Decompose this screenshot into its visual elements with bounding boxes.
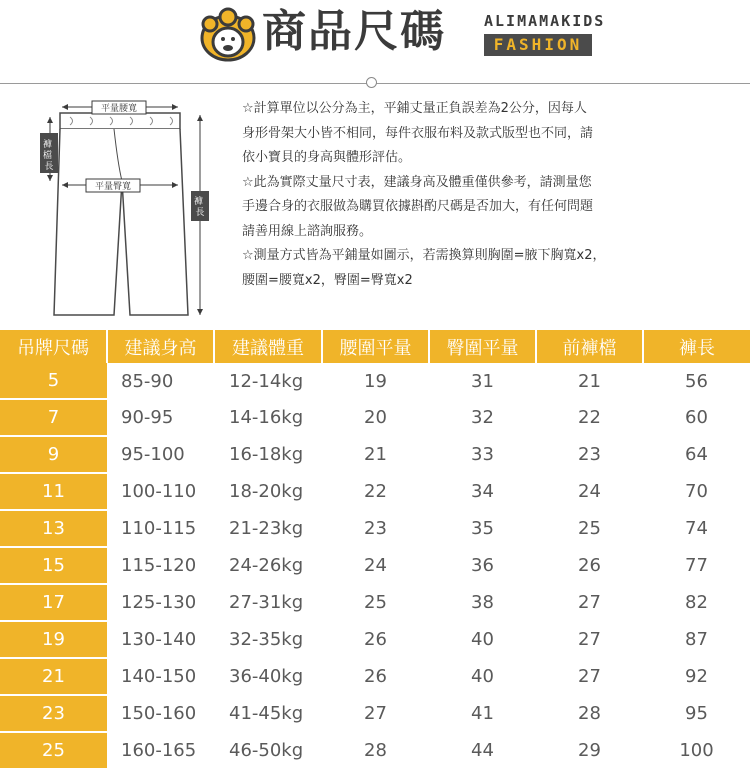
table-body — [0, 363, 750, 769]
note-line: ☆測量方式皆為平鋪量如圖示，若需換算則胸圍=腋下胸寬x2， — [242, 248, 606, 263]
table-cell: 22 — [578, 407, 601, 428]
table-row — [0, 547, 750, 584]
hip-label: 平量臀寬 — [94, 182, 132, 192]
table-cell: 25 — [364, 592, 387, 613]
size-cell: 11 — [0, 473, 107, 510]
table-row — [0, 584, 750, 621]
column-header: 腰圍平量 — [322, 330, 429, 363]
brand-tagline: FASHION — [484, 34, 592, 56]
sheep-logo-icon — [196, 6, 260, 66]
table-cell: 150-160 — [121, 703, 197, 724]
table-cell: 60 — [685, 407, 708, 428]
table-cell: 85-90 — [121, 370, 174, 392]
table-cell: 26 — [578, 555, 601, 576]
table-cell: 23 — [578, 444, 601, 465]
table-cell: 23 — [364, 518, 387, 539]
table-cell: 36-40kg — [229, 666, 304, 687]
table-cell: 14-16kg — [229, 407, 304, 428]
table-cell: 27 — [578, 666, 601, 687]
table-cell: 20 — [364, 407, 387, 428]
table-cell: 18-20kg — [229, 481, 304, 502]
size-cell: 5 — [0, 363, 107, 399]
size-cell: 23 — [0, 695, 107, 732]
table-cell: 100-110 — [121, 481, 197, 502]
size-cell: 17 — [0, 584, 107, 621]
table-cell: 46-50kg — [229, 740, 304, 761]
table-cell: 40 — [471, 629, 494, 650]
table-row — [0, 695, 750, 732]
table-cell: 74 — [685, 518, 708, 539]
table-cell: 125-130 — [121, 592, 197, 613]
note-line: 依小寶貝的身高與體形評估。 — [242, 150, 412, 165]
table-cell: 115-120 — [121, 555, 197, 576]
column-header: 建議身高 — [107, 330, 214, 363]
table-cell: 26 — [364, 666, 387, 687]
table-cell: 77 — [685, 555, 708, 576]
table-cell: 70 — [685, 481, 708, 502]
note-line: ☆計算單位以公分為主，平鋪丈量正負誤差為2公分，因每人 — [242, 101, 587, 116]
column-header: 吊牌尺碼 — [0, 330, 107, 363]
table-cell: 22 — [364, 481, 387, 502]
table-row — [0, 399, 750, 436]
page-title: 商品尺碼 — [262, 6, 446, 57]
waist-label: 平量腰寬 — [100, 104, 138, 114]
table-cell: 41-45kg — [229, 703, 304, 724]
table-cell: 29 — [578, 740, 601, 761]
column-header: 褲長 — [643, 330, 750, 363]
rise-label-char-1: 褲 — [43, 140, 53, 150]
note-line: 腰圍=腰寬x2，臀圍=臀寬x2 — [242, 272, 413, 288]
table-cell: 87 — [685, 629, 708, 650]
table-cell: 35 — [471, 518, 494, 539]
table-cell: 110-115 — [121, 518, 197, 539]
table-cell: 95 — [685, 703, 708, 724]
length-label-char-1: 褲 — [194, 197, 204, 207]
rise-label — [43, 138, 55, 172]
size-chart-table — [0, 330, 750, 770]
size-cell: 25 — [0, 732, 107, 769]
table-cell: 24-26kg — [229, 555, 304, 576]
table-cell: 41 — [471, 703, 494, 724]
table-cell: 38 — [471, 592, 494, 613]
size-cell: 21 — [0, 658, 107, 695]
pants-measurement-diagram — [30, 95, 225, 325]
table-cell: 12-14kg — [229, 370, 304, 392]
table-cell: 40 — [471, 666, 494, 687]
pants-outline — [54, 129, 188, 315]
table-cell: 27 — [364, 703, 387, 724]
table-cell: 64 — [685, 444, 708, 465]
column-header: 前褲檔 — [536, 330, 643, 363]
table-cell: 33 — [471, 444, 494, 465]
table-cell: 100 — [679, 740, 714, 761]
note-line: ☆此為實際丈量尺寸表，建議身高及體重僅供參考，請測量您 — [242, 174, 592, 190]
table-cell: 27 — [578, 592, 601, 613]
table-row — [0, 436, 750, 473]
note-line: 手邊合身的衣服做為購買依據斟酌尺碼是否加大，有任何問題 — [242, 199, 594, 214]
size-notes — [242, 97, 742, 293]
table-cell: 32 — [471, 407, 494, 428]
table-cell: 95-100 — [121, 444, 185, 465]
table-row — [0, 732, 750, 769]
table-cell: 21 — [578, 370, 601, 392]
table-cell: 31 — [471, 370, 494, 392]
table-cell: 26 — [364, 629, 387, 650]
note-line: 身形骨架大小皆不相同，每件衣服布料及款式版型也不同，請 — [242, 125, 594, 141]
table-cell: 140-150 — [121, 666, 197, 687]
rise-label-char-3: 長 — [44, 162, 54, 172]
table-cell: 34 — [471, 481, 494, 502]
size-cell: 15 — [0, 547, 107, 584]
table-cell: 28 — [578, 703, 601, 724]
table-cell: 21 — [364, 444, 387, 465]
column-header: 建議體重 — [214, 330, 322, 363]
table-row — [0, 473, 750, 510]
table-row — [0, 363, 750, 399]
table-cell: 25 — [578, 518, 601, 539]
table-cell: 27 — [578, 629, 601, 650]
table-cell: 44 — [471, 740, 494, 761]
table-cell: 27-31kg — [229, 592, 304, 613]
size-cell: 9 — [0, 436, 107, 473]
note-line: 請善用線上諮詢服務。 — [242, 223, 373, 239]
table-cell: 28 — [364, 740, 387, 761]
table-cell: 82 — [685, 592, 708, 613]
rise-label-char-2: 檔 — [43, 151, 53, 161]
table-cell: 21-23kg — [229, 518, 304, 539]
table-cell: 130-140 — [121, 629, 197, 650]
table-cell: 24 — [578, 481, 601, 502]
table-cell: 19 — [364, 370, 387, 392]
table-header-row — [0, 330, 750, 363]
header — [0, 0, 750, 70]
table-cell: 16-18kg — [229, 444, 304, 465]
column-header: 臀圍平量 — [429, 330, 536, 363]
table-cell: 36 — [471, 555, 494, 576]
divider-circle-icon — [366, 77, 377, 88]
table-row — [0, 658, 750, 695]
table-cell: 56 — [685, 370, 708, 392]
table-cell: 32-35kg — [229, 629, 304, 650]
table-cell: 160-165 — [121, 740, 197, 761]
length-label — [194, 195, 206, 218]
table-row — [0, 621, 750, 658]
pants-waistband — [60, 113, 180, 129]
table-cell: 92 — [685, 666, 708, 687]
size-cell: 7 — [0, 399, 107, 436]
size-cell: 19 — [0, 621, 107, 658]
brand-name: ALIMAMAKIDS — [484, 12, 606, 30]
table-cell: 90-95 — [121, 407, 174, 428]
size-cell: 13 — [0, 510, 107, 547]
length-label-char-2: 長 — [195, 208, 205, 218]
table-cell: 24 — [364, 555, 387, 576]
table-row — [0, 510, 750, 547]
